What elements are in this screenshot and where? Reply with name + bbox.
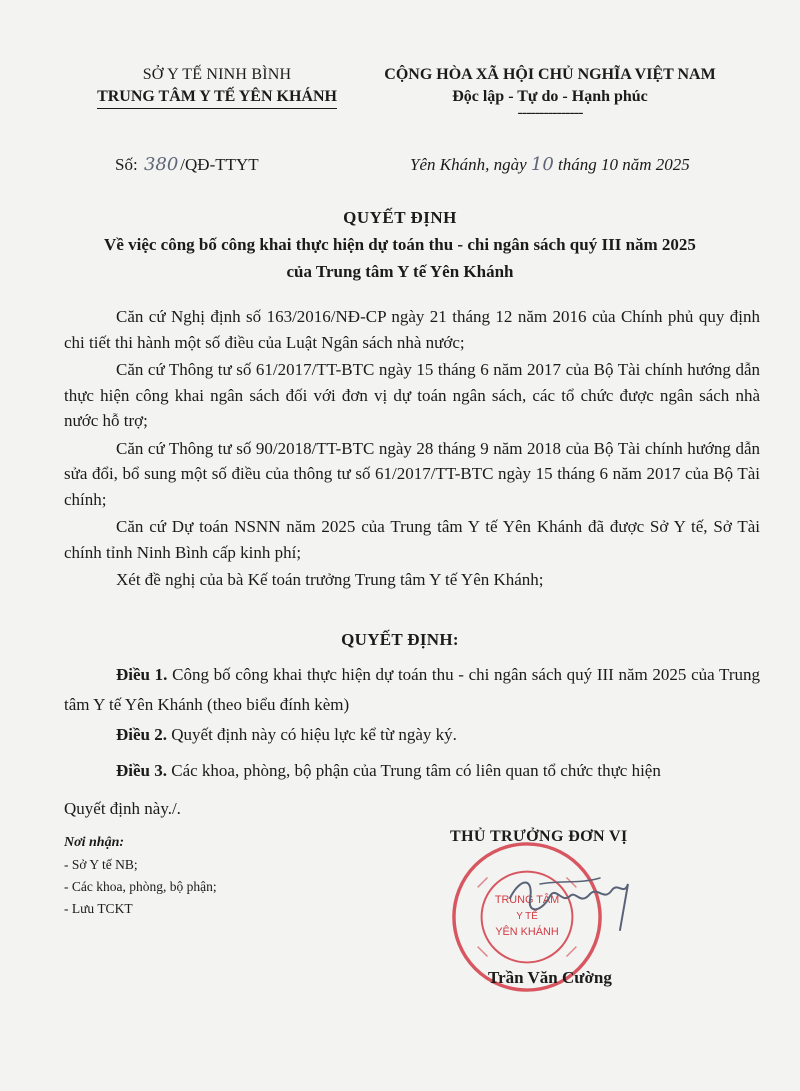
article-2 <box>64 720 760 750</box>
article-lead: Điều 1. <box>116 665 168 684</box>
recipient-item: - Sở Y tế NB; <box>64 857 138 872</box>
agency-name: TRUNG TÂM Y TẾ YÊN KHÁNH <box>97 86 337 109</box>
recipients <box>64 832 217 920</box>
issue-date <box>410 154 690 175</box>
national-heading <box>350 64 750 124</box>
seal-text: Y TẾ <box>516 910 538 922</box>
signer-title: THỦ TRƯỞNG ĐƠN VỊ <box>450 828 628 845</box>
recipient-item: - Lưu TCKT <box>64 901 133 916</box>
article-1 <box>64 660 760 720</box>
article-text: Quyết định này có hiệu lực kể từ ngày ký. <box>167 725 457 744</box>
issuing-agency <box>72 64 362 109</box>
date-rest: tháng 10 năm 2025 <box>558 155 690 174</box>
date-prefix: Yên Khánh, ngày <box>410 155 527 174</box>
recipients-heading: Nơi nhận: <box>64 835 125 850</box>
article-3 <box>64 756 760 786</box>
country-name: CỘNG HÒA XÃ HỘI CHỦ NGHĨA VIỆT NAM <box>384 66 716 83</box>
signer-name: Trần Văn Cường <box>488 968 612 987</box>
article-text: Công bố công khai thực hiện dự toán thu - chi ngân sách quý III năm 2025 của Trung tâm Y tế Yên Khánh (theo biểu đính kèm) <box>64 665 761 714</box>
preamble-item: Căn cứ Thông tư số 90/2018/TT-BTC ngày 28 tháng 9 năm 2018 của Bộ Tài chính hướng dẫn sửa đổi, bổ sung một số điều của thông tư số 61/2017/TT-BTC ngày 15 tháng 6 năm 2017 của Bộ Tài chính; <box>64 438 760 509</box>
preamble-item: Căn cứ Nghị định số 163/2016/NĐ-CP ngày 21 tháng 12 năm 2016 của Chính phủ quy định chi tiết thi hành một số điều của Luật Ngân sách nhà nước; <box>64 307 760 352</box>
preamble-item: Xét đề nghị của bà Kế toán trưởng Trung tâm Y tế Yên Khánh; <box>116 570 544 589</box>
document-subject-cont: của Trung tâm Y tế Yên Khánh <box>286 262 514 281</box>
preamble <box>64 304 760 593</box>
article-3-continuation: Quyết định này./. <box>64 799 181 818</box>
motto-dash: --------------- <box>517 104 583 121</box>
seal-text: YÊN KHÁNH <box>495 925 559 938</box>
handwritten-number: 380 <box>143 154 179 175</box>
preamble-item: Căn cứ Dự toán NSNN năm 2025 của Trung tâm Y tế Yên Khánh đã được Sở Y tế, Sở Tài chính tỉnh Ninh Bình cấp kinh phí; <box>64 517 760 562</box>
article-lead: Điều 2. <box>116 725 167 744</box>
motto: Độc lập - Tự do - Hạnh phúc <box>452 88 648 105</box>
document-number <box>115 154 259 175</box>
number-prefix: Số: <box>115 155 138 174</box>
article-text: Các khoa, phòng, bộ phận của Trung tâm có liên quan tổ chức thực hiện <box>167 761 661 780</box>
preamble-item: Căn cứ Thông tư số 61/2017/TT-BTC ngày 15 tháng 6 năm 2017 của Bộ Tài chính hướng dẫn thực hiện công khai ngân sách đối với đơn vị dự toán ngân sách, các tổ chức được ngân sách nhà nước hỗ trợ; <box>64 360 760 430</box>
parent-agency: SỞ Y TẾ NINH BÌNH <box>142 66 292 83</box>
recipient-item: - Các khoa, phòng, bộ phận; <box>64 879 217 894</box>
article-lead: Điều 3. <box>116 761 167 780</box>
document-subject: Về việc công bố công khai thực hiện dự toán thu - chi ngân sách quý III năm 2025 <box>104 235 696 254</box>
seal-text: TRUNG TÂM <box>494 894 560 907</box>
handwritten-signature <box>500 860 640 940</box>
document-title: QUYẾT ĐỊNH <box>343 208 457 227</box>
handwritten-day: 10 <box>530 154 554 175</box>
number-suffix: /QĐ-TTYT <box>180 155 259 174</box>
articles <box>64 660 760 824</box>
decision-heading: QUYẾT ĐỊNH: <box>341 630 459 649</box>
